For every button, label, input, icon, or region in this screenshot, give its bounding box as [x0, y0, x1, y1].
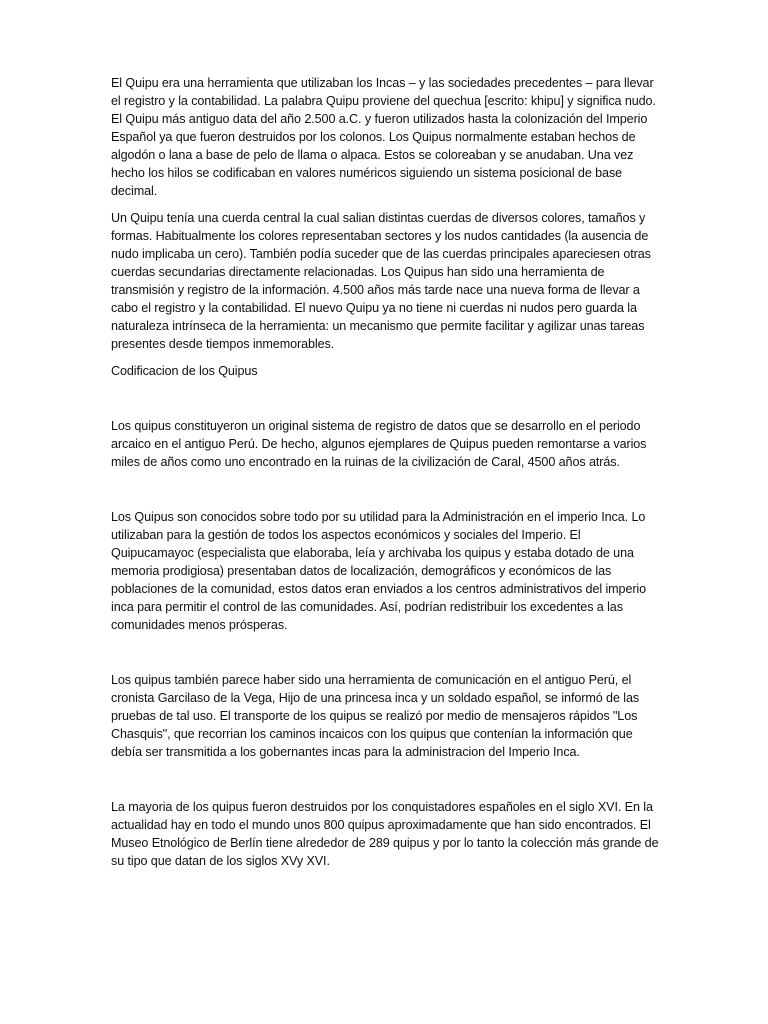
- paragraph-communication: Los quipus también parece haber sido una herramienta de comunicación en el antiguo Perú, el cronista Garcilaso de la Vega, Hijo de una princesa inca y un soldado español, se informó de las pruebas de tal uso. El transporte de los quipus se realizó por medio de mensajeros rápidos "Los Chasquis", que recorrian los caminos incaicos con los quipus que contenían la información que debía ser transmitida a los gobernantes incas para la administracion del Imperio Inca.: [111, 673, 640, 759]
- paragraph-origins: Los quipus constituyeron un original sistema de registro de datos que se desarrollo en el periodo arcaico en el antiguo Perú. De hecho, algunos ejemplares de Quipus pueden remontarse a varios miles de años como uno encontrado en la ruinas de la civilización de Caral, 4500 años atrás.: [111, 419, 647, 469]
- paragraph-destruction: La mayoria de los quipus fueron destruidos por los conquistadores españoles en el siglo XVI. En la actualidad hay en todo el mundo unos 800 quipus aproximadamente que han sido encontrados. El Museo Etnológico de Berlín tiene alrededor de 289 quipus y por lo tanto la colección más grande de su tipo que datan de los siglos XVy XVI.: [111, 800, 659, 868]
- paragraph-intro: El Quipu era una herramienta que utilizaban los Incas – y las sociedades precedentes – para llevar el registro y la contabilidad. La palabra Quipu proviene del quechua [escrito: khipu] y significa nudo. El Quipu más antiguo data del año 2.500 a.C. y fueron utilizados hasta la colonización del Imperio Español ya que fueron destruidos por los colonos. Los Quipus normalmente estaban hechos de algodón o lana a base de pelo de llama o alpaca. Estos se coloreaban y se anudaban. Una vez hecho los hilos se codificaban en valores numéricos siguiendo un sistema posicional de base decimal.: [111, 76, 656, 198]
- paragraph-administration: Los Quipus son conocidos sobre todo por su utilidad para la Administración en el imperio Inca. Lo utilizaban para la gestión de todos los aspectos económicos y sociales del Imperio. El Quipucamayoc (especialista que elaboraba, leía y archivaba los quipus y estaba dotado de una memoria prodigiosa) presentaban datos de localización, demográficos y económicos de las poblaciones de la comunidad, estos datos eran enviados a los centros administrativos del imperio inca para permitir el control de las comunidades. Así, podrían redistribuir los excedentes a las comunidades menos prósperas.: [111, 510, 647, 632]
- paragraph-quipu-structure: Un Quipu tenía una cuerda central la cual salian distintas cuerdas de diversos colores, tamaños y formas. Habitualmente los colores representaban sectores y los nudos cantidades (la ausencia de nudo implicaba un cero). También podía suceder que de las cuerdas principales apareciesen otras cuerdas secundarias directamente relacionadas. Los Quipus han sido una herramienta de transmisión y registro de la información. 4.500 años más tarde nace una nueva forma de llevar a cabo el registro y la contabilidad. El nuevo Quipu ya no tiene ni cuerdas ni nudos pero guarda la naturaleza intrínseca de la herramienta: un mecanismo que permite facilitar y agilizar unas tareas presentes desde tiempos inmemorables.: [111, 211, 651, 351]
- section-heading: Codificacion de los Quipus: [111, 364, 258, 378]
- document-page: [111, 74, 661, 870]
